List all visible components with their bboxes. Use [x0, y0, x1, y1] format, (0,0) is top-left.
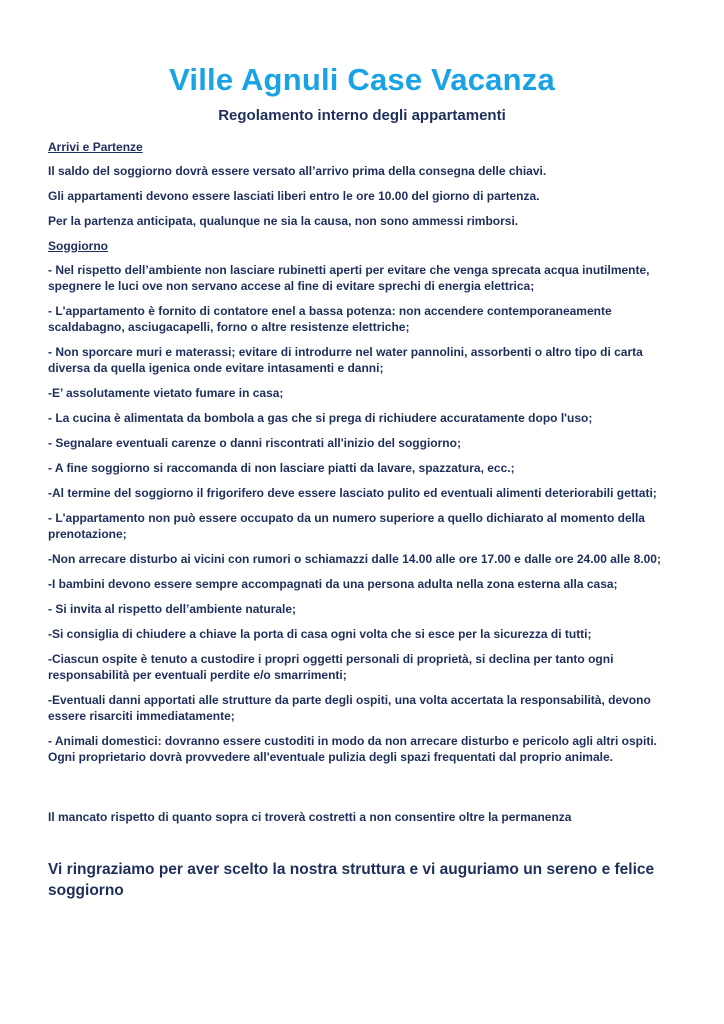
spacer — [48, 774, 676, 809]
rule-paragraph: Gli appartamenti devono essere lasciati liberi entro le ore 10.00 del giorno di partenza. — [48, 189, 540, 203]
document-subtitle: Regolamento interno degli appartamenti — [218, 107, 506, 124]
rule-paragraph: - Non sporcare muri e materassi; evitare di introdurre nel water pannolini, assorbenti o altro tipo di carta diversa da quella igenica onde evitare intasamenti e danni; — [48, 345, 643, 375]
section-heading-stay: Soggiorno — [48, 239, 108, 253]
rule-paragraph: -Eventuali danni apportati alle strutture da parte degli ospiti, una volta accertata la responsabilità, devono essere risarciti immediatamente; — [48, 693, 651, 723]
rules-body — [48, 139, 676, 825]
section-heading-arrivals: Arrivi e Partenze — [48, 140, 143, 154]
rule-paragraph: - Animali domestici: dovranno essere custoditi in modo da non arrecare disturbo e pericolo agli altri ospiti. Ogni proprietario dovrà provvedere all'eventuale pulizia degli spazi frequentati dal proprio animale. — [48, 734, 658, 764]
closing-message: Vi ringraziamo per aver scelto la nostra struttura e vi auguriamo un sereno e felice soggiorno — [48, 861, 655, 899]
rule-paragraph: -Non arrecare disturbo ai vicini con rumori o schiamazzi dalle 14.00 alle ore 17.00 e dalle ore 24.00 alle 8.00; — [48, 552, 661, 566]
notice-paragraph: Il mancato rispetto di quanto sopra ci troverà costretti a non consentire oltre la permanenza — [48, 810, 572, 824]
rule-paragraph: -Al termine del soggiorno il frigorifero deve essere lasciato pulito ed eventuali alimenti deteriorabili gettati; — [48, 486, 657, 500]
document-title: Ville Agnuli Case Vacanza — [169, 62, 555, 97]
rule-paragraph: Per la partenza anticipata, qualunque ne sia la causa, non sono ammessi rimborsi. — [48, 214, 519, 228]
rule-paragraph: - Nel rispetto dell’ambiente non lasciare rubinetti aperti per evitare che venga sprecata acqua inutilmente, spegnere le luci ove non servano accese al fine di evitare sprechi di energia elettrica; — [48, 263, 650, 293]
rule-paragraph: -Si consiglia di chiudere a chiave la porta di casa ogni volta che si esce per la sicurezza di tutti; — [48, 627, 592, 641]
rule-paragraph: - A fine soggiorno si raccomanda di non lasciare piatti da lavare, spazzatura, ecc.; — [48, 461, 515, 475]
rule-paragraph: -E’ assolutamente vietato fumare in casa; — [48, 386, 284, 400]
rule-paragraph: -I bambini devono essere sempre accompagnati da una persona adulta nella zona esterna alla casa; — [48, 577, 618, 591]
rule-paragraph: -Ciascun ospite è tenuto a custodire i propri oggetti personali di proprietà, si declina per tanto ogni responsabilità per eventuali perdite e/o smarrimenti; — [48, 652, 614, 682]
rule-paragraph: - L'appartamento non può essere occupato da un numero superiore a quello dichiarato al momento della prenotazione; — [48, 511, 645, 541]
rule-paragraph: - Si invita al rispetto dell’ambiente naturale; — [48, 602, 297, 616]
rule-paragraph: Il saldo del soggiorno dovrà essere versato all’arrivo prima della consegna delle chiavi. — [48, 164, 547, 178]
rule-paragraph: - La cucina è alimentata da bombola a gas che si prega di richiudere accuratamente dopo l'uso; — [48, 411, 593, 425]
rule-paragraph: - L'appartamento è fornito di contatore enel a bassa potenza: non accendere contemporaneamente scaldabagno, asciugacapelli, forno o altre resistenze elettriche; — [48, 304, 612, 334]
rule-paragraph: - Segnalare eventuali carenze o danni riscontrati all'inizio del soggiorno; — [48, 436, 461, 450]
